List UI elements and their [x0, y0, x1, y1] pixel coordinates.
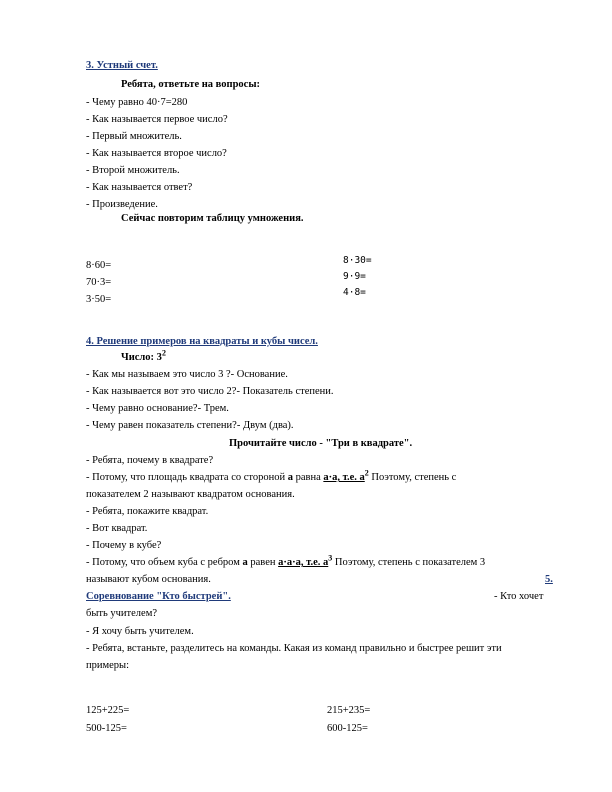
- section-3-prompt: Ребята, ответьте на вопросы:: [121, 79, 261, 90]
- section-3-heading: 3. Устный счет.: [86, 60, 158, 71]
- example-left: 70·3=: [86, 277, 112, 288]
- dialog-line: - Как называется второе число?: [86, 148, 227, 159]
- dialog-line: - Как мы называем это число 3 ?- Основание.: [86, 369, 288, 380]
- who-wants-question: - Кто хочет: [494, 591, 544, 602]
- cube-explanation: - Потому, что объем куба с ребром а равен а·а·а, т.е. $а^3$ Поэтому, степень с показателем 3: [86, 553, 486, 568]
- example-right: 215+235=: [327, 705, 371, 716]
- section-4-heading: 4. Решение примеров на квадраты и кубы чисел.: [86, 336, 318, 347]
- example-right: 8·30=: [343, 255, 372, 266]
- dialog-line: - Первый множитель.: [86, 131, 182, 142]
- example-left: 500-125=: [86, 723, 127, 734]
- teacher-question: быть учителем?: [86, 608, 158, 619]
- dialog-line: - Второй множитель.: [86, 165, 180, 176]
- dialog-line: - Ребята, встаньте, разделитесь на команды. Какая из команд правильно и быстрее решит эти: [86, 643, 502, 654]
- dialog-line: - Ребята, почему в квадрате?: [86, 455, 214, 466]
- example-left: 125+225=: [86, 705, 130, 716]
- dialog-line: - Вот квадрат.: [86, 523, 148, 534]
- dialog-line: - Чему равен показатель степени?- Двум (два).: [86, 420, 294, 431]
- dialog-line: - Как называется ответ?: [86, 182, 193, 193]
- example-right: 9·9=: [343, 271, 366, 282]
- read-number-prompt: Прочитайте число - "Три в квадрате".: [229, 438, 413, 449]
- square-explanation: - Потому, что площадь квадрата со стороной а равна а·а, т.е. $а^2$ Поэтому, степень с: [86, 468, 457, 483]
- cube-explanation-cont: называют кубом основания.: [86, 574, 211, 585]
- section-5-heading: Соревнование "Кто быстрей".: [86, 591, 231, 602]
- dialog-line: - Почему в кубе?: [86, 540, 162, 551]
- square-explanation-cont: показателем 2 называют квадратом основания.: [86, 489, 295, 500]
- example-right: 4·8=: [343, 287, 366, 298]
- section-5-number: 5.: [545, 574, 553, 585]
- dialog-line: - Произведение.: [86, 199, 158, 210]
- example-left: 8·60=: [86, 260, 112, 271]
- dialog-line: - Как называется вот это число 2?- Показатель степени.: [86, 386, 334, 397]
- exponent: 2: [161, 348, 166, 358]
- dialog-line: - Чему равно 40·7=280: [86, 97, 188, 108]
- example-left: 3·50=: [86, 294, 112, 305]
- dialog-line: примеры:: [86, 660, 130, 671]
- multiplication-table-intro: Сейчас повторим таблицу умножения.: [121, 213, 304, 224]
- example-right: 600-125=: [327, 723, 368, 734]
- dialog-line: - Ребята, покажите квадрат.: [86, 506, 209, 517]
- dialog-line: - Как называется первое число?: [86, 114, 228, 125]
- dialog-line: - Чему равно основание?- Трем.: [86, 403, 229, 414]
- dialog-line: - Я хочу быть учителем.: [86, 626, 194, 637]
- number-label: Число: $3^2$: [121, 348, 166, 363]
